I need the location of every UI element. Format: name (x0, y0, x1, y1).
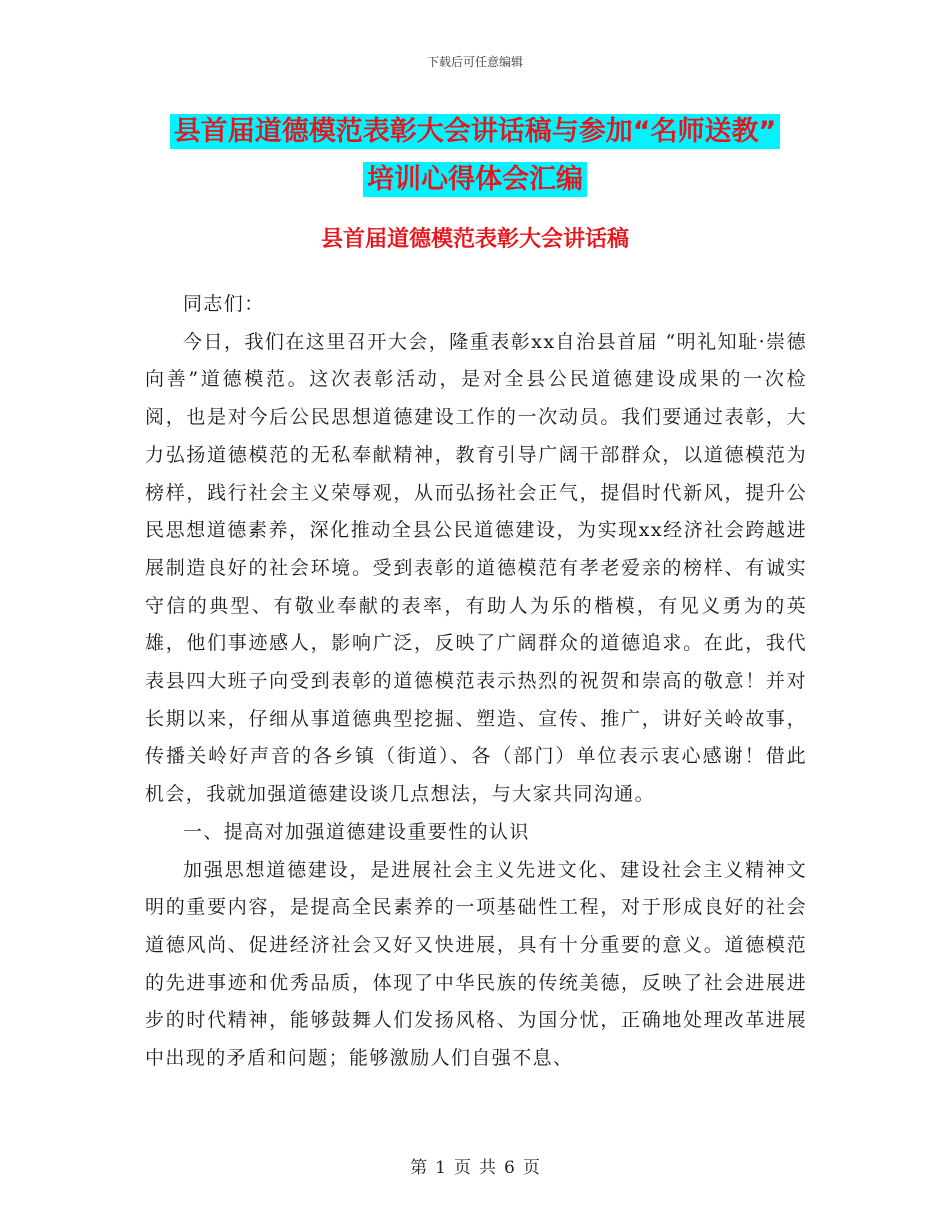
body-paragraph: 加强思想道德建设，是进展社会主义先进文化、建设社会主义精神文明的重要内容，是提高全民素养的一项基础性工程，对于形成良好的社会道德风尚、促进经济社会又好又快进展，具有十分重要的意义。道德模范的先进事迹和优秀品质，体现了中华民族的传统美德，反映了社会进展进步的时代精神，能够鼓舞人们发扬风格、为国分忧，正确地处理改革进展中出现的矛盾和问题；能够激励人们自强不息、 (145, 858, 807, 1070)
section-title: 县首届道德模范表彰大会讲话稿 (320, 227, 629, 252)
subheading-paragraph: 一、提高对加强道德建设重要性的认识 (183, 820, 530, 843)
title-line-1: 县首届道德模范表彰大会讲话稿与参加“名师送教” (170, 114, 781, 149)
salutation-paragraph: 同志们： (183, 293, 265, 315)
footer-mid: 页 (454, 1158, 471, 1178)
page-total: 6 (504, 1158, 515, 1178)
page-number: 1 (435, 1158, 446, 1178)
footer-prefix: 第 (410, 1158, 428, 1178)
document-body (145, 286, 807, 1078)
document-title (0, 108, 950, 204)
body-paragraph: 今日，我们在这里召开大会，隆重表彰xx自治县首届 “明礼知耻·崇德向善”道德模范。这次表彰活动，是对全县公民道德建设成果的一次检阅，也是对今后公民思想道德建设工作的一次动员。我们要通过表彰，大力弘扬道德模范的无私奉献精神，教育引导广阔干部群众，以道德模范为榜样，践行社会主义荣辱观，从而弘扬社会正气，提倡时代新风，提升公民思想道德素养，深化推动全县公民道德建设，为实现xx经济社会跨越进展制造良好的社会环境。受到表彰的道德模范有孝老爱亲的榜样、有诚实守信的典型、有敬业奉献的表率，有助人为乐的楷模，有见义勇为的英雄，他们事迹感人，影响广泛，反映了广阔群众的道德追求。在此，我代表县四大班子向受到表彰的道德模范表示热烈的祝贺和崇高的敬意！并对长期以来，仔细从事道德典型挖掘、塑造、宣传、推广，讲好关岭故事，传播关岭好声音的各乡镇（街道）、各（部门）单位表示衷心感谢！借此机会，我就加强道德建设谈几点想法，与大家共同沟通。 (145, 330, 807, 806)
page-footer (0, 1153, 950, 1178)
header-note: 下载后可任意编辑 (426, 55, 523, 69)
title-line-2: 培训心得体会汇编 (363, 162, 587, 197)
footer-suffix: 页 (522, 1158, 540, 1178)
footer-total-prefix: 共 (479, 1158, 496, 1178)
